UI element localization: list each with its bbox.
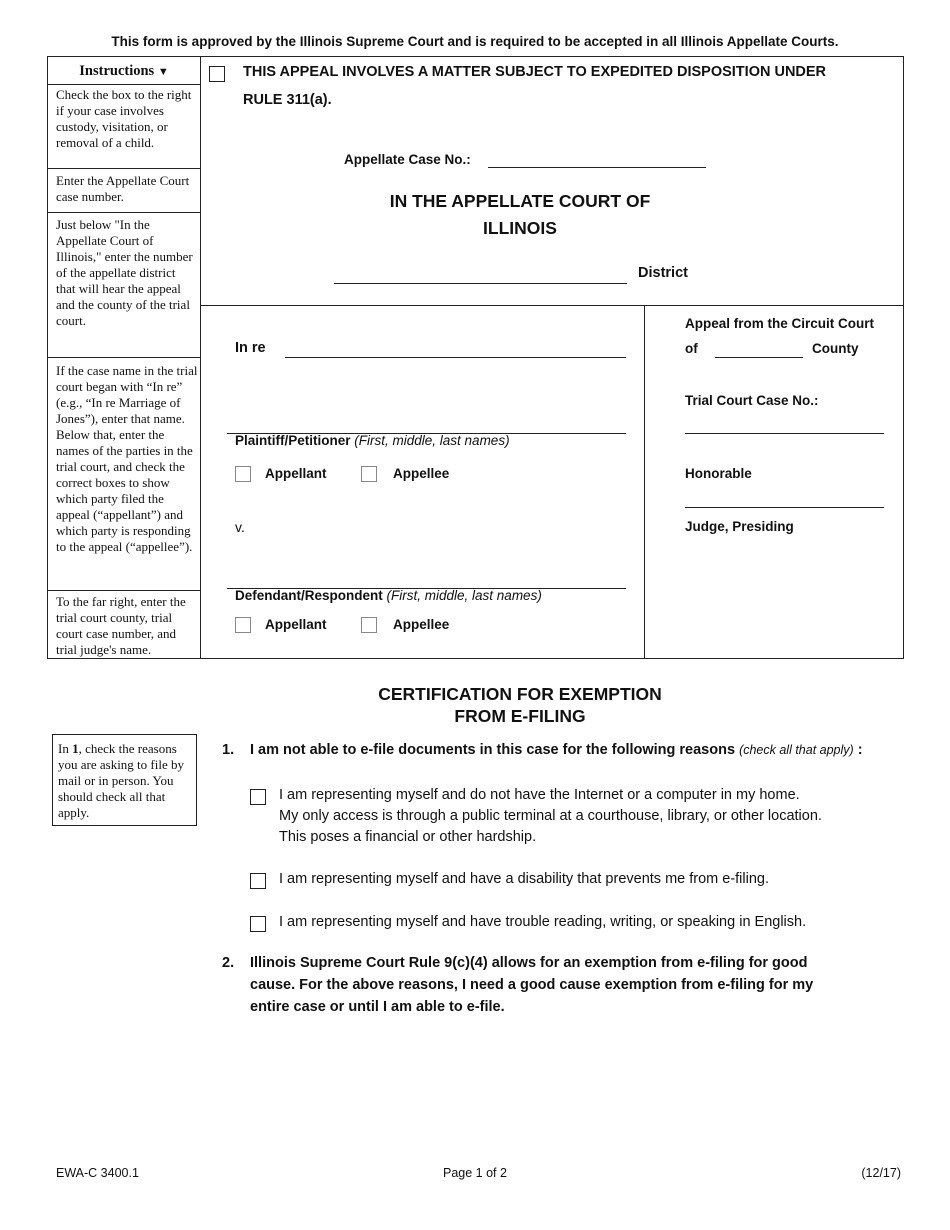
appeal-from-label: Appeal from the Circuit Court bbox=[685, 316, 875, 331]
defendant-name-hint: (First, middle, last names) bbox=[386, 588, 542, 603]
certification-title-line2: FROM E-FILING bbox=[454, 706, 586, 726]
instruction-item: Enter the Appellate Court case number. bbox=[56, 173, 190, 204]
expedited-checkbox[interactable] bbox=[209, 66, 225, 82]
reason-disability-text: I am representing myself and have a disability that prevents me from e-filing. bbox=[279, 871, 770, 887]
certification-side-note bbox=[52, 734, 197, 826]
court-title-line2: ILLINOIS bbox=[483, 218, 557, 238]
instruction-item: If the case name in the trial court began with “In re” (e.g., “In re Marriage of Jones”), enter that name. Below that, enter the names of the parties in the trial court, and check the correct boxes to show which party filed the appeal (“appellant”) and which party is responding to the appeal (“appellee”). bbox=[56, 363, 198, 554]
item2-line1: Illinois Supreme Court Rule 9(c)(4) allows for an exemption from e-filing for good bbox=[250, 955, 808, 971]
footer-page-number: Page 1 of 2 bbox=[443, 1166, 507, 1180]
reason-no-internet-checkbox[interactable] bbox=[250, 789, 266, 805]
plaintiff-label: Plaintiff/Petitioner bbox=[235, 433, 351, 448]
item2-line3: entire case or until I am able to e-file. bbox=[250, 999, 505, 1015]
reason-english-checkbox[interactable] bbox=[250, 916, 266, 932]
district-label: District bbox=[638, 265, 688, 281]
item1-text: I am not able to e-file documents in this case for the following reasons bbox=[250, 742, 736, 758]
side-note-pre: In bbox=[58, 741, 73, 756]
item1-hint: (check all that apply) bbox=[739, 743, 854, 757]
item1-number: 1. bbox=[222, 742, 235, 758]
in-re-field[interactable] bbox=[285, 357, 626, 358]
reason-english-text: I am representing myself and have trouble reading, writing, or speaking in English. bbox=[279, 914, 807, 930]
instructions-column-divider bbox=[200, 56, 201, 659]
court-title-line1: IN THE APPELLATE COURT OF bbox=[389, 191, 651, 211]
appellate-case-no-label: Appellate Case No.: bbox=[344, 152, 471, 167]
chevron-down-icon: ▼ bbox=[157, 66, 169, 78]
caption-divider bbox=[200, 305, 904, 306]
instructions-separator-4 bbox=[48, 590, 200, 591]
expedited-text-line1: THIS APPEAL INVOLVES A MATTER SUBJECT TO EXPEDITED DISPOSITION UNDER bbox=[243, 64, 827, 80]
appellate-case-no-field[interactable] bbox=[488, 167, 706, 168]
reason-no-internet-line2: My only access is through a public terminal at a courthouse, library, or other location. bbox=[279, 808, 822, 824]
item1-heading bbox=[250, 742, 863, 758]
footer-form-code: EWA-C 3400.1 bbox=[56, 1166, 139, 1180]
expedited-text-line2: RULE 311(a). bbox=[243, 92, 332, 108]
item2-line2: cause. For the above reasons, I need a good cause exemption from e-filing for my bbox=[250, 977, 814, 993]
instructions-separator-2 bbox=[48, 212, 200, 213]
in-re-label: In re bbox=[235, 340, 266, 356]
defendant-appellee-checkbox[interactable] bbox=[361, 617, 377, 633]
reason-disability-checkbox[interactable] bbox=[250, 873, 266, 889]
footer-revision: (12/17) bbox=[861, 1166, 901, 1180]
trial-county-field[interactable] bbox=[715, 357, 803, 358]
trial-case-no-field[interactable] bbox=[685, 433, 884, 434]
side-note-post: , check the reasons you are asking to file by mail or in person. You should check all that apply. bbox=[58, 741, 184, 820]
instructions-separator-3 bbox=[48, 357, 200, 358]
instructions-title-text: Instructions bbox=[79, 63, 155, 79]
certification-title-line1: CERTIFICATION FOR EXEMPTION bbox=[378, 684, 662, 704]
instruction-item: To the far right, enter the trial court county, trial court case number, and trial judge's name. bbox=[56, 594, 186, 657]
plaintiff-appellee-label: Appellee bbox=[393, 466, 450, 481]
instruction-item: Check the box to the right if your case involves custody, visitation, or removal of a child. bbox=[56, 87, 192, 150]
trial-court-column-divider bbox=[644, 305, 645, 659]
instructions-separator-1 bbox=[48, 168, 200, 169]
district-field[interactable] bbox=[334, 283, 627, 284]
side-note-bold: 1 bbox=[72, 741, 79, 756]
defendant-appellant-label: Appellant bbox=[265, 617, 327, 632]
county-label: County bbox=[812, 341, 859, 356]
judge-name-field[interactable] bbox=[685, 507, 884, 508]
of-label: of bbox=[685, 341, 698, 356]
defendant-appellant-checkbox[interactable] bbox=[235, 617, 251, 633]
instructions-separator-0 bbox=[48, 84, 200, 85]
honorable-label: Honorable bbox=[685, 466, 752, 481]
defendant-label-row bbox=[235, 588, 542, 603]
instruction-item: Just below "In the Appellate Court of Illinois," enter the number of the appellate district that will hear the appeal and the county of the trial court. bbox=[56, 217, 193, 328]
plaintiff-name-hint: (First, middle, last names) bbox=[354, 433, 510, 448]
instructions-title[interactable] bbox=[48, 63, 200, 80]
reason-no-internet-line1: I am representing myself and do not have the Internet or a computer in my home. bbox=[279, 787, 800, 803]
plaintiff-appellant-checkbox[interactable] bbox=[235, 466, 251, 482]
plaintiff-label-row bbox=[235, 433, 510, 448]
versus-label: v. bbox=[235, 519, 245, 535]
defendant-appellee-label: Appellee bbox=[393, 617, 450, 632]
plaintiff-appellee-checkbox[interactable] bbox=[361, 466, 377, 482]
plaintiff-appellant-label: Appellant bbox=[265, 466, 327, 481]
item1-colon: : bbox=[857, 742, 863, 758]
trial-case-no-label: Trial Court Case No.: bbox=[685, 393, 819, 408]
approval-notice: This form is approved by the Illinois Supreme Court and is required to be accepted in all Illinois Appellate Courts. bbox=[111, 34, 839, 49]
item2-number: 2. bbox=[222, 955, 235, 971]
defendant-label: Defendant/Respondent bbox=[235, 588, 383, 603]
judge-presiding-label: Judge, Presiding bbox=[685, 519, 794, 534]
reason-no-internet-line3: This poses a financial or other hardship. bbox=[279, 829, 537, 845]
